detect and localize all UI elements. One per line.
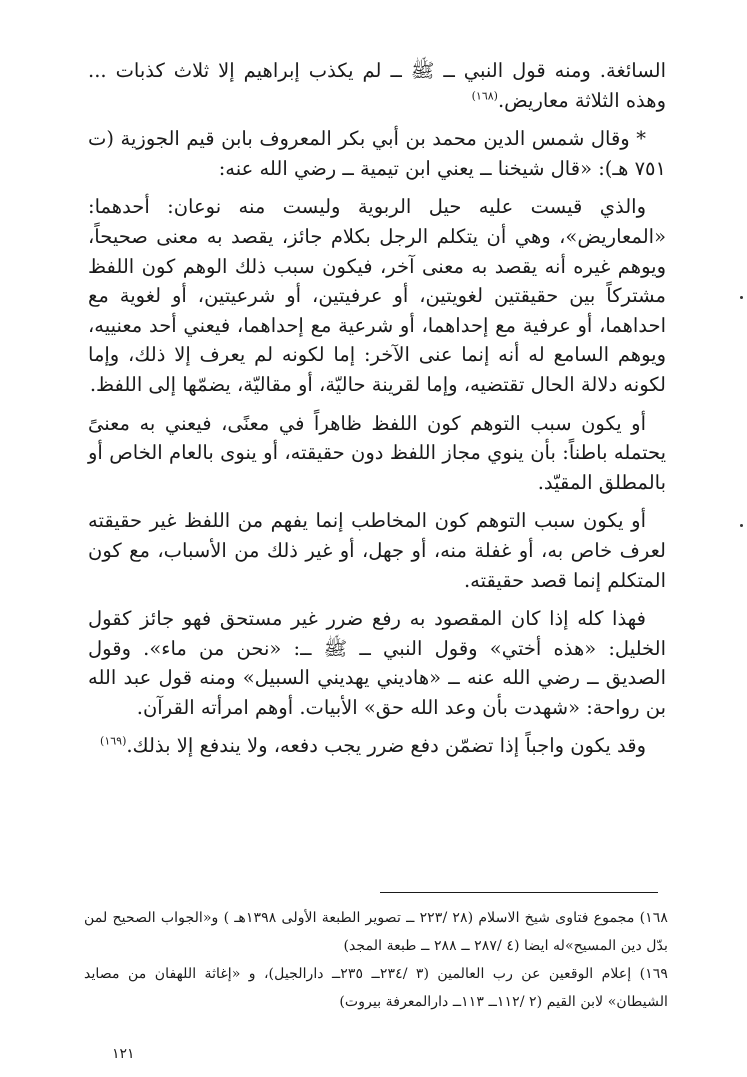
main-text — [88, 56, 666, 761]
scan-mark — [740, 296, 743, 299]
scan-mark — [740, 524, 743, 527]
footnote-ref-168: (١٦٨) — [471, 89, 498, 103]
paragraph-1-text: السائغة. ومنه قول النبي ــ ﷺ ــ لم يكذب إبراهيم إلا ثلاث كذبات ... وهذه الثلاثة معاريض. — [88, 59, 666, 112]
paragraph-5: أو يكون سبب التوهم كون المخاطب إنما يفهم من اللفظ غير حقيقته لعرف خاص به، أو غفلة منه، أو جهل، أو غير ذلك من الأسباب، مع كون المتكلم إنما قصد حقيقته. — [88, 509, 666, 592]
paragraph-2: * وقال شمس الدين محمد بن أبي بكر المعروف بابن قيم الجوزية (ت ٧٥١ هـ): «قال شيخنا ــ يعني ابن تيمية ــ رضي الله عنه: — [88, 127, 666, 180]
paragraph-1 — [88, 56, 666, 115]
paragraph-7 — [88, 731, 666, 761]
footnote-168: ١٦٨) مجموع فتاوى شيخ الاسلام (٢٨ /٢٢٣ ــ تصوير الطبعة الأولى ١٣٩٨هـ ) و«الجواب الصحيح لمن بدّل دين المسيح»له ايضا (٤ /٢٨٧ ــ ٢٨٨ ــ طبعة المجد) — [84, 910, 668, 954]
footnotes — [84, 904, 668, 1016]
footnote-ref-169: (١٦٩) — [100, 734, 127, 748]
footnote-divider — [380, 892, 658, 893]
paragraph-4: أو يكون سبب التوهم كون اللفظ ظاهراً في معنًى، فيعني به معنىً يحتمله باطناً: بأن ينوي مجاز اللفظ دون حقيقته، أو ينوى بالعام الخاص أو بالمطلق المقيّد. — [88, 411, 666, 494]
paragraph-6: فهذا كله إذا كان المقصود به رفع ضرر غير مستحق فهو جائز كقول الخليل: «هذه أختي» وقول النبي ــ ﷺ ــ: «نحن من ماء». وقول الصديق ــ رضي الله عنه ــ «هاديني يهديني السبيل» ومنه قول عبد الله بن رواحة: «شهدت بأن وعد الله حق» الأبيات. أوهم امرأته القرآن. — [88, 607, 666, 719]
page-number: ١٢١ — [112, 1046, 135, 1062]
footnote-169: ١٦٩) إعلام الوقعين عن رب العالمين (٣ /٢٣٤ــ ٢٣٥ــ دارالجيل)، و «إغاثة اللهفان من مصايد الشيطان» لابن القيم (٢ /١١٢ــ ١١٣ــ دارالمعرفة بيروت) — [84, 966, 668, 1010]
paragraph-3: والذي قيست عليه حيل الربوية وليست منه نوعان: أحدهما: «المعاريض»، وهي أن يتكلم الرجل بكلام جائز، يقصد به معنى صحيحاً، ويوهم غيره أنه يقصد به معنى آخر، فيكون سبب ذلك الوهم كون اللفظ مشتركاً بين حقيقتين لغويتين، أو عرفيتين، أو شرعيتين، أو لغوية مع احداهما، أو عرفية مع إحداهما، أو شرعية مع إحداهما، فيعني أحد معنييه، ويوهم السامع له أنه إنما عنى الآخر: إما لكونه لم يعرف إلا ذلك، وإما لكونه دلالة الحال تقتضيه، وإما لقرينة حاليّة، أو مقاليّة، يضمّها إلى اللفظ. — [88, 195, 666, 396]
paragraph-7-text: وقد يكون واجباً إذا تضمّن دفع ضرر يجب دفعه، ولا يندفع إلا بذلك. — [126, 734, 646, 758]
